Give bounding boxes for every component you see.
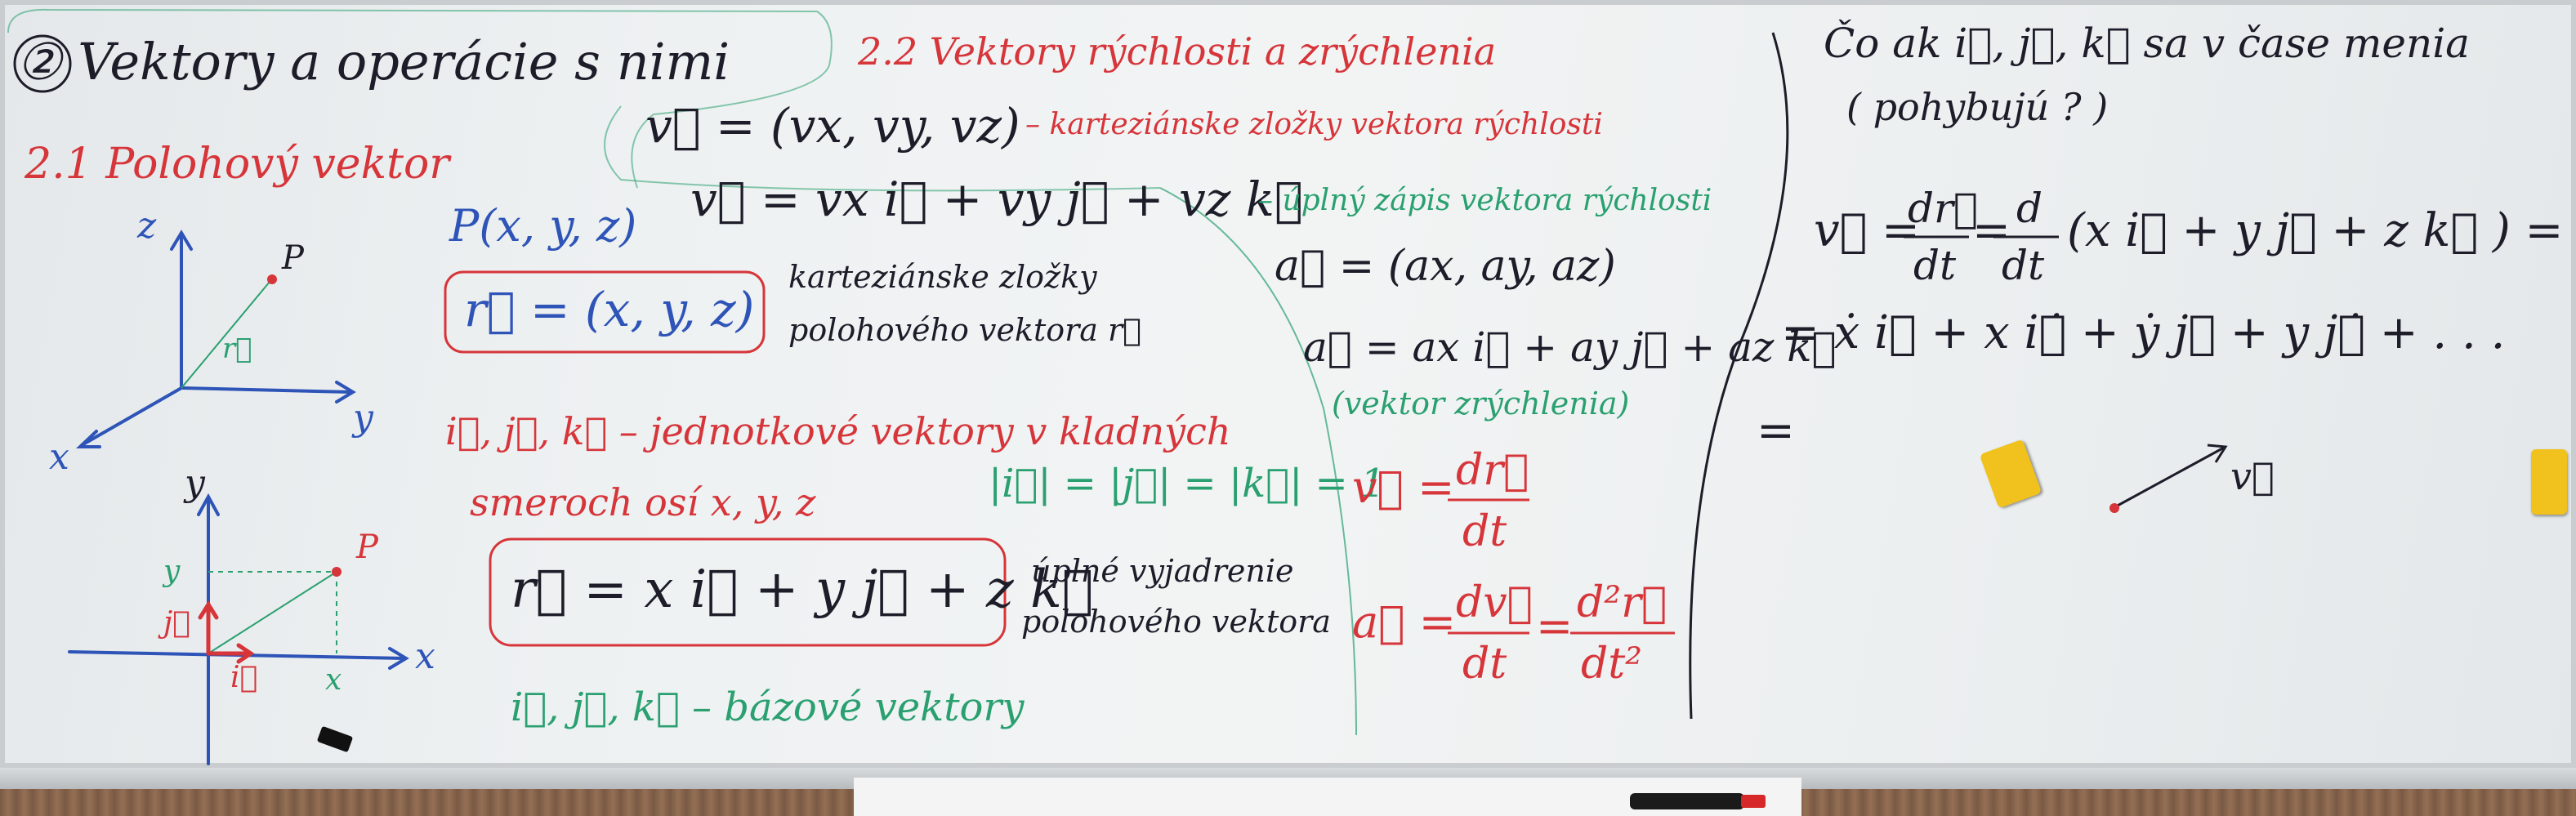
vector-note-2: polohového vektora r⃗ [788, 312, 1141, 348]
lone-equals: = [1757, 404, 1795, 457]
velocity-components: v⃗ = (vx, vy, vz) [645, 98, 1020, 154]
a-def-den: dt [1462, 640, 1507, 689]
a-def-lhs: a⃗ = [1352, 596, 1457, 648]
axis-x [82, 388, 181, 445]
arrow-origin [2109, 503, 2119, 513]
full-position-vector: r⃗ = x i⃗ + y j⃗ + z k⃗ [511, 560, 1094, 620]
label-y-3d: y [353, 397, 373, 439]
unit-norm: |i⃗| = |j⃗| = |k⃗| = 1 [989, 461, 1386, 506]
marker-pen[interactable] [1630, 793, 1744, 809]
velocity-components-note: – karteziánske zložky vektora rýchlosti [1025, 108, 1603, 141]
section-2-1: 2.1 Polohový vektor [25, 140, 450, 189]
label-x-2d: x [415, 635, 435, 677]
section-2-2: 2.2 Vektory rýchlosti a zrýchlenia [858, 29, 1497, 74]
deriv-den: dt [1913, 242, 1957, 289]
label-y-2d: y [185, 462, 205, 504]
point-p-2d [332, 567, 342, 577]
velocity-arrow-label: v⃗ [2230, 454, 2275, 498]
full-note-1: úplné vyjadrenie [1031, 553, 1294, 589]
axis-y [181, 388, 351, 392]
basis-vectors: i⃗, j⃗, k⃗ – bázové vektory [511, 684, 1025, 730]
question-line-2: ( pohybujú ? ) [1846, 85, 2109, 129]
deriv-num-2: d [2016, 185, 2043, 232]
divider-right [1690, 33, 1788, 719]
label-r-3d: r⃗ [222, 332, 252, 365]
deriv-rest: (x i⃗ + y j⃗ + z k⃗ ) = [2067, 204, 2564, 257]
label-x-tick: x [325, 663, 342, 697]
point-p-3d [267, 274, 277, 284]
eraser-right[interactable] [2531, 449, 2567, 515]
point-coordinates: P(x, y, z) [449, 200, 637, 252]
a-def-num: dv⃗ [1456, 578, 1533, 627]
acceleration-note: (vektor zrýchlenia) [1332, 386, 1630, 421]
label-y-tick: y [163, 555, 181, 588]
a-def-eq: = [1536, 600, 1574, 652]
axes-3d [80, 233, 353, 447]
velocity-full-note: – úplný zápis vektora rýchlosti [1258, 184, 1712, 217]
deriv-den-2: dt [2002, 242, 2045, 289]
label-x-3d: x [49, 436, 69, 478]
vector-note-1: karteziánske zložky [788, 259, 1097, 295]
v-def-den: dt [1462, 507, 1507, 556]
deriv-num: dr⃗ [1908, 185, 1978, 232]
full-note-2: polohového vektora [1021, 604, 1331, 640]
label-j-2d: j⃗ [163, 606, 190, 640]
label-z-3d: z [137, 205, 157, 247]
deriv-eq: = [1972, 204, 2011, 257]
page-title: ② Vektory a operácie s nimi [16, 32, 730, 91]
a-def-den-2: dt² [1581, 640, 1643, 689]
label-p-3d: P [282, 239, 304, 277]
position-vector-2d [208, 572, 337, 653]
acceleration-components: a⃗ = (ax, ay, az) [1275, 242, 1616, 291]
derivative-expansion: = ẋ i⃗ + x i⃗̇ + ẏ j⃗ + y j⃗̇ + . . . [1781, 306, 2506, 359]
unit-vectors-2d [200, 604, 251, 662]
a-def-num-2: d²r⃗ [1577, 578, 1667, 627]
unit-vectors-text: i⃗, j⃗, k⃗ – jednotkové vektory v kladných [445, 409, 1231, 453]
velocity-arrow [2116, 448, 2224, 506]
acceleration-full: a⃗ = ax i⃗ + ay j⃗ + az k⃗ [1303, 323, 1837, 371]
velocity-full: v⃗ = vx i⃗ + vy j⃗ + vz k⃗ [690, 172, 1303, 227]
deriv-lhs: v⃗ = [1814, 204, 1920, 257]
question-line-1: Čo ak i⃗, j⃗, k⃗ sa v čase menia [1824, 20, 2470, 67]
unit-vectors-text-2: smeroch osí x, y, z [470, 480, 816, 524]
v-def-lhs: v⃗ = [1352, 462, 1455, 513]
label-p-2d: P [356, 528, 378, 566]
label-i-2d: i⃗ [230, 661, 258, 694]
vector-components: r⃗ = (x, y, z) [464, 282, 755, 337]
v-def-num: dr⃗ [1456, 446, 1529, 495]
